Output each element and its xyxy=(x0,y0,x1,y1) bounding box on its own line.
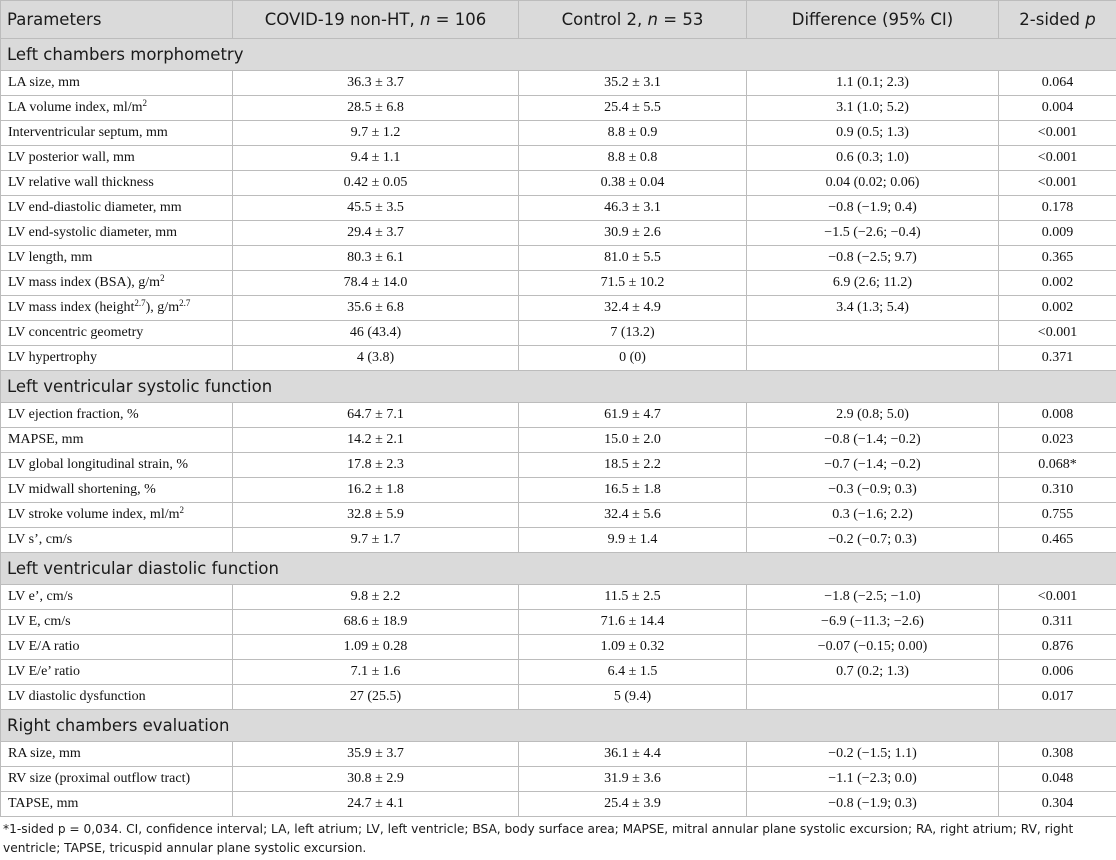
table-row xyxy=(1,792,1116,817)
covid-value-cell: 27 (25.5) xyxy=(233,685,519,710)
covid-value-cell: 24.7 ± 4.1 xyxy=(233,792,519,817)
p-value-cell: 0.023 xyxy=(999,428,1116,453)
difference-cell: 2.9 (0.8; 5.0) xyxy=(747,403,999,428)
table-row xyxy=(1,610,1116,635)
section-row xyxy=(1,553,1116,585)
section-row xyxy=(1,710,1116,742)
difference-cell: −0.8 (−1.9; 0.4) xyxy=(747,196,999,221)
parameter-superscript: 2 xyxy=(160,273,165,283)
table-row xyxy=(1,635,1116,660)
parameter-cell xyxy=(1,296,233,321)
parameter-text: LA size, mm xyxy=(8,75,80,90)
difference-cell: 0.7 (0.2; 1.3) xyxy=(747,660,999,685)
control-value-cell: 15.0 ± 2.0 xyxy=(519,428,747,453)
control-value-cell: 35.2 ± 3.1 xyxy=(519,71,747,96)
table-row xyxy=(1,321,1116,346)
p-value-cell: <0.001 xyxy=(999,121,1116,146)
parameter-text: ), g/m xyxy=(145,300,180,315)
parameter-text: LV end-diastolic diameter, mm xyxy=(8,200,182,215)
difference-cell: 0.9 (0.5; 1.3) xyxy=(747,121,999,146)
p-value-cell: 0.004 xyxy=(999,96,1116,121)
table-row xyxy=(1,121,1116,146)
control-value-cell: 1.09 ± 0.32 xyxy=(519,635,747,660)
difference-cell: 1.1 (0.1; 2.3) xyxy=(747,71,999,96)
parameter-text: LV mass index (height xyxy=(8,300,135,315)
parameter-text: LV E/e’ ratio xyxy=(8,664,81,679)
control-value-cell: 18.5 ± 2.2 xyxy=(519,453,747,478)
parameter-superscript: 2 xyxy=(142,98,148,108)
table-row xyxy=(1,346,1116,371)
difference-cell: −0.7 (−1.4; −0.2) xyxy=(747,453,999,478)
parameter-text: LV ejection fraction, % xyxy=(8,407,139,422)
col-header-pvalue: 2-sided p xyxy=(999,1,1116,39)
table-row xyxy=(1,585,1116,610)
p-value-cell: 0.017 xyxy=(999,685,1116,710)
covid-value-cell: 35.9 ± 3.7 xyxy=(233,742,519,767)
parameter-cell xyxy=(1,221,233,246)
header-row xyxy=(1,1,1116,39)
table-footnote: *1-sided p = 0,034. CI, confidence interval; LA, left atrium; LV, left ventricle; BSA, body surface area; MAPSE, mitral annular plane systolic excursion; RA, right atrium; RV, right ventricle; TAPSE, tricuspid annular plane systolic excursion. xyxy=(3,822,1074,855)
parameter-text: Interventricular septum, mm xyxy=(8,125,168,140)
parameter-cell xyxy=(1,685,233,710)
covid-value-cell: 64.7 ± 7.1 xyxy=(233,403,519,428)
covid-value-cell: 9.7 ± 1.7 xyxy=(233,528,519,553)
difference-cell: −0.3 (−0.9; 0.3) xyxy=(747,478,999,503)
parameter-text: RA size, mm xyxy=(8,746,81,761)
parameter-text: LV concentric geometry xyxy=(8,325,144,340)
parameter-cell xyxy=(1,246,233,271)
difference-cell: −0.8 (−1.9; 0.3) xyxy=(747,792,999,817)
difference-cell xyxy=(747,685,999,710)
difference-cell: −1.1 (−2.3; 0.0) xyxy=(747,767,999,792)
parameter-cell xyxy=(1,271,233,296)
parameter-cell xyxy=(1,585,233,610)
p-value-cell: 0.371 xyxy=(999,346,1116,371)
table-row xyxy=(1,503,1116,528)
parameter-text: LV s’, cm/s xyxy=(8,532,73,547)
p-value-cell: 0.755 xyxy=(999,503,1116,528)
difference-cell xyxy=(747,346,999,371)
parameter-cell xyxy=(1,478,233,503)
parameter-cell xyxy=(1,346,233,371)
parameter-text: LA volume index, ml/m xyxy=(8,100,143,115)
section-title: Right chambers evaluation xyxy=(1,710,1116,742)
covid-value-cell: 32.8 ± 5.9 xyxy=(233,503,519,528)
table-row xyxy=(1,271,1116,296)
p-value-cell: 0.002 xyxy=(999,271,1116,296)
covid-value-cell: 80.3 ± 6.1 xyxy=(233,246,519,271)
parameter-cell xyxy=(1,528,233,553)
parameter-cell xyxy=(1,121,233,146)
p-value-cell: 0.008 xyxy=(999,403,1116,428)
p-value-cell: <0.001 xyxy=(999,321,1116,346)
parameter-superscript: 2 xyxy=(179,505,184,515)
control-value-cell: 0 (0) xyxy=(519,346,747,371)
table-row xyxy=(1,767,1116,792)
parameter-text: LV stroke volume index, ml/m xyxy=(8,507,180,522)
parameter-cell xyxy=(1,453,233,478)
control-value-cell: 5 (9.4) xyxy=(519,685,747,710)
parameter-text: LV end-systolic diameter, mm xyxy=(8,225,177,240)
parameter-cell xyxy=(1,171,233,196)
control-value-cell: 32.4 ± 4.9 xyxy=(519,296,747,321)
difference-cell: 0.6 (0.3; 1.0) xyxy=(747,146,999,171)
section-title: Left ventricular systolic function xyxy=(1,371,1116,403)
table-row xyxy=(1,528,1116,553)
col-header-parameters: Parameters xyxy=(1,1,233,39)
parameter-cell xyxy=(1,428,233,453)
covid-value-cell: 36.3 ± 3.7 xyxy=(233,71,519,96)
p-value-cell: 0.310 xyxy=(999,478,1116,503)
parameter-cell xyxy=(1,71,233,96)
p-value-cell: <0.001 xyxy=(999,585,1116,610)
covid-value-cell: 68.6 ± 18.9 xyxy=(233,610,519,635)
parameter-text: LV E, cm/s xyxy=(8,614,71,629)
table-row xyxy=(1,196,1116,221)
parameter-text: LV relative wall thickness xyxy=(8,175,154,190)
difference-cell: −0.2 (−1.5; 1.1) xyxy=(747,742,999,767)
table-row xyxy=(1,428,1116,453)
col-header-control: Control 2, n = 53 xyxy=(519,1,747,39)
p-value-cell: 0.064 xyxy=(999,71,1116,96)
table-row xyxy=(1,403,1116,428)
p-value-cell: 0.465 xyxy=(999,528,1116,553)
parameter-text: LV midwall shortening, % xyxy=(8,482,156,497)
difference-cell: −1.5 (−2.6; −0.4) xyxy=(747,221,999,246)
control-value-cell: 81.0 ± 5.5 xyxy=(519,246,747,271)
control-value-cell: 30.9 ± 2.6 xyxy=(519,221,747,246)
control-value-cell: 25.4 ± 5.5 xyxy=(519,96,747,121)
p-value-cell: 0.178 xyxy=(999,196,1116,221)
difference-cell: 3.4 (1.3; 5.4) xyxy=(747,296,999,321)
control-value-cell: 71.6 ± 14.4 xyxy=(519,610,747,635)
table-row xyxy=(1,96,1116,121)
table-row xyxy=(1,453,1116,478)
difference-cell: −0.07 (−0.15; 0.00) xyxy=(747,635,999,660)
parameter-cell xyxy=(1,321,233,346)
col-header-covid: COVID-19 non-HT, n = 106 xyxy=(233,1,519,39)
parameter-text: MAPSE, mm xyxy=(8,432,84,447)
p-value-cell: 0.876 xyxy=(999,635,1116,660)
p-value-cell: 0.048 xyxy=(999,767,1116,792)
control-value-cell: 36.1 ± 4.4 xyxy=(519,742,747,767)
table-row xyxy=(1,296,1116,321)
covid-value-cell: 9.7 ± 1.2 xyxy=(233,121,519,146)
difference-cell: −6.9 (−11.3; −2.6) xyxy=(747,610,999,635)
covid-value-cell: 9.4 ± 1.1 xyxy=(233,146,519,171)
covid-value-cell: 4 (3.8) xyxy=(233,346,519,371)
table-row xyxy=(1,246,1116,271)
section-row xyxy=(1,39,1116,71)
covid-value-cell: 29.4 ± 3.7 xyxy=(233,221,519,246)
difference-cell: 0.04 (0.02; 0.06) xyxy=(747,171,999,196)
difference-cell: −0.8 (−2.5; 9.7) xyxy=(747,246,999,271)
parameter-cell xyxy=(1,610,233,635)
difference-cell: −0.2 (−0.7; 0.3) xyxy=(747,528,999,553)
parameter-superscript: 2.7 xyxy=(134,298,146,308)
covid-value-cell: 14.2 ± 2.1 xyxy=(233,428,519,453)
control-value-cell: 0.38 ± 0.04 xyxy=(519,171,747,196)
parameter-text: LV diastolic dysfunction xyxy=(8,689,146,704)
parameter-text: LV e’, cm/s xyxy=(8,589,73,604)
p-value-cell: 0.311 xyxy=(999,610,1116,635)
table-row xyxy=(1,221,1116,246)
control-value-cell: 32.4 ± 5.6 xyxy=(519,503,747,528)
p-value-cell: 0.304 xyxy=(999,792,1116,817)
parameter-cell xyxy=(1,660,233,685)
difference-cell: −0.8 (−1.4; −0.2) xyxy=(747,428,999,453)
covid-value-cell: 35.6 ± 6.8 xyxy=(233,296,519,321)
p-value-cell: 0.002 xyxy=(999,296,1116,321)
col-header-difference: Difference (95% CI) xyxy=(747,1,999,39)
covid-value-cell: 1.09 ± 0.28 xyxy=(233,635,519,660)
table-row xyxy=(1,478,1116,503)
section-title: Left chambers morphometry xyxy=(1,39,1116,71)
parameter-text: LV hypertrophy xyxy=(8,350,98,365)
table-row xyxy=(1,171,1116,196)
parameter-superscript: 2.7 xyxy=(179,298,191,308)
parameter-text: LV global longitudinal strain, % xyxy=(8,457,189,472)
covid-value-cell: 78.4 ± 14.0 xyxy=(233,271,519,296)
covid-value-cell: 9.8 ± 2.2 xyxy=(233,585,519,610)
control-value-cell: 46.3 ± 3.1 xyxy=(519,196,747,221)
parameter-text: LV E/A ratio xyxy=(8,639,80,654)
parameter-text: LV length, mm xyxy=(8,250,93,265)
table-row xyxy=(1,685,1116,710)
covid-value-cell: 28.5 ± 6.8 xyxy=(233,96,519,121)
table-row xyxy=(1,71,1116,96)
table-row xyxy=(1,146,1116,171)
p-value-cell: <0.001 xyxy=(999,171,1116,196)
control-value-cell: 7 (13.2) xyxy=(519,321,747,346)
control-value-cell: 8.8 ± 0.8 xyxy=(519,146,747,171)
parameter-cell xyxy=(1,503,233,528)
control-value-cell: 16.5 ± 1.8 xyxy=(519,478,747,503)
difference-cell: 6.9 (2.6; 11.2) xyxy=(747,271,999,296)
control-value-cell: 31.9 ± 3.6 xyxy=(519,767,747,792)
section-title: Left ventricular diastolic function xyxy=(1,553,1116,585)
p-value-cell: 0.006 xyxy=(999,660,1116,685)
parameter-cell xyxy=(1,146,233,171)
control-value-cell: 61.9 ± 4.7 xyxy=(519,403,747,428)
difference-cell: 3.1 (1.0; 5.2) xyxy=(747,96,999,121)
covid-value-cell: 30.8 ± 2.9 xyxy=(233,767,519,792)
parameter-cell xyxy=(1,635,233,660)
covid-value-cell: 0.42 ± 0.05 xyxy=(233,171,519,196)
parameter-cell xyxy=(1,767,233,792)
parameter-cell xyxy=(1,196,233,221)
covid-value-cell: 46 (43.4) xyxy=(233,321,519,346)
covid-value-cell: 45.5 ± 3.5 xyxy=(233,196,519,221)
parameter-cell xyxy=(1,792,233,817)
covid-value-cell: 16.2 ± 1.8 xyxy=(233,478,519,503)
covid-value-cell: 7.1 ± 1.6 xyxy=(233,660,519,685)
table-row xyxy=(1,742,1116,767)
control-value-cell: 11.5 ± 2.5 xyxy=(519,585,747,610)
parameter-text: LV posterior wall, mm xyxy=(8,150,135,165)
control-value-cell: 71.5 ± 10.2 xyxy=(519,271,747,296)
p-value-cell: <0.001 xyxy=(999,146,1116,171)
table-row xyxy=(1,660,1116,685)
parameter-text: LV mass index (BSA), g/m xyxy=(8,275,161,290)
p-value-cell: 0.068* xyxy=(999,453,1116,478)
covid-value-cell: 17.8 ± 2.3 xyxy=(233,453,519,478)
difference-cell: 0.3 (−1.6; 2.2) xyxy=(747,503,999,528)
p-value-cell: 0.308 xyxy=(999,742,1116,767)
parameter-text: TAPSE, mm xyxy=(8,796,79,811)
p-value-cell: 0.365 xyxy=(999,246,1116,271)
section-row xyxy=(1,371,1116,403)
parameter-text: RV size (proximal outflow tract) xyxy=(8,771,191,786)
parameter-cell xyxy=(1,403,233,428)
p-value-cell: 0.009 xyxy=(999,221,1116,246)
parameter-cell xyxy=(1,96,233,121)
control-value-cell: 25.4 ± 3.9 xyxy=(519,792,747,817)
difference-cell xyxy=(747,321,999,346)
parameter-cell xyxy=(1,742,233,767)
control-value-cell: 8.8 ± 0.9 xyxy=(519,121,747,146)
control-value-cell: 6.4 ± 1.5 xyxy=(519,660,747,685)
control-value-cell: 9.9 ± 1.4 xyxy=(519,528,747,553)
table-body xyxy=(1,39,1116,817)
difference-cell: −1.8 (−2.5; −1.0) xyxy=(747,585,999,610)
